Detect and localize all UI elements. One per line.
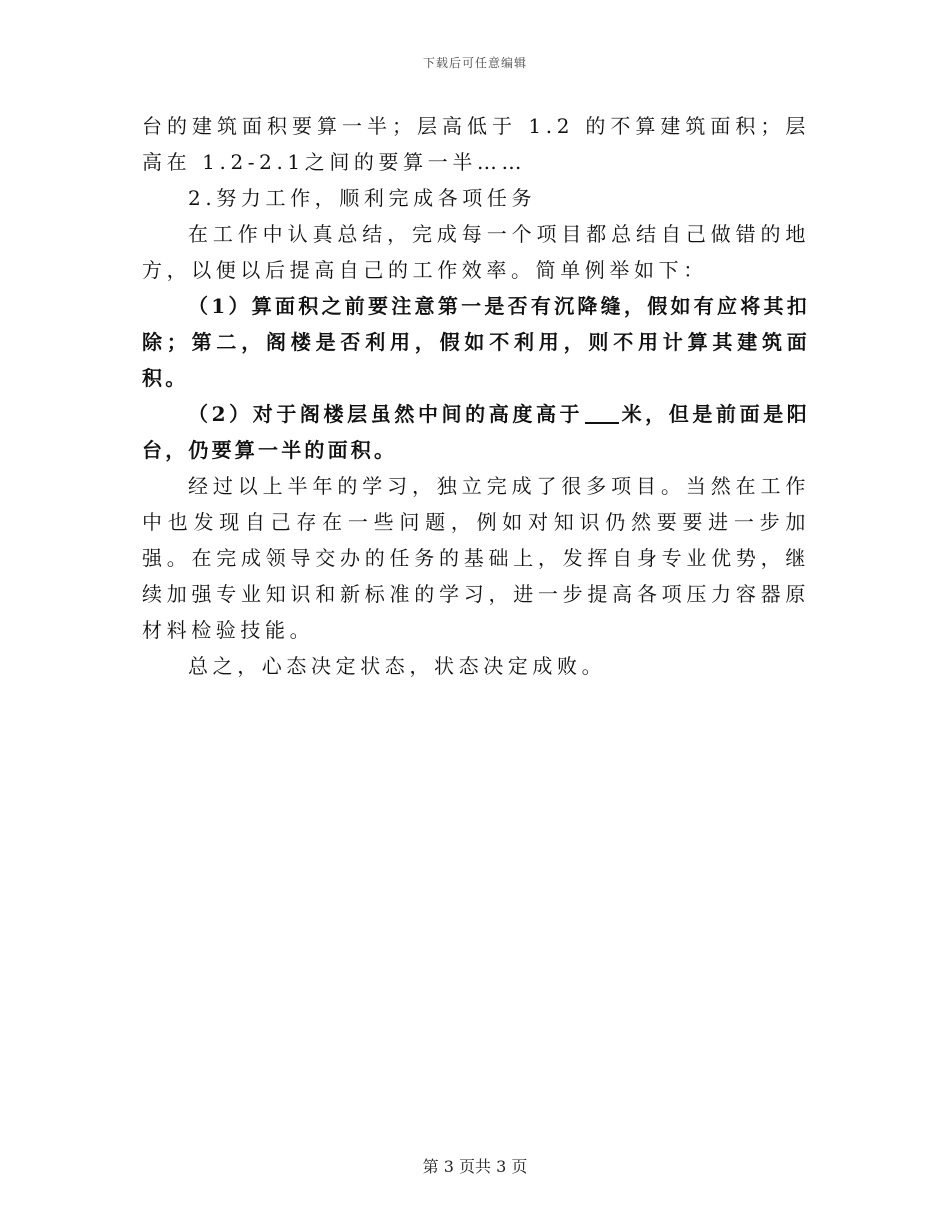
- paragraph-continuation: 台的建筑面积要算一半；层高低于 1.2 的不算建筑面积；层高在 1.2-2.1之间的要算一半……: [142, 114, 810, 174]
- page-number: 第 3 页共 3 页: [422, 1157, 528, 1176]
- paragraph-work-summary: 在工作中认真总结，完成每一个项目都总结自己做错的地方，以便以后提高自己的工作效率。简单例举如下：: [142, 222, 810, 282]
- page-header: 下载后可任意编辑: [422, 56, 527, 70]
- paragraph-conclusion: 总之，心态决定状态，状态决定成败。: [188, 654, 607, 678]
- section-heading: 2.努力工作，顺利完成各项任务: [188, 186, 537, 210]
- list-item-2-text-after: 米，但是前面是阳台，仍要算一半的面积。: [142, 402, 810, 462]
- list-item-1: （1）算面积之前要注意第一是否有沉降缝，假如有应将其扣除；第二，阁楼是否利用，假如不利用，则不用计算其建筑面积。: [142, 294, 810, 390]
- list-item-2: [142, 396, 810, 468]
- document-body: [142, 108, 810, 684]
- list-item-2-text-before: （2）对于阁楼层虽然中间的高度高于: [188, 402, 584, 426]
- fill-in-blank: [585, 402, 619, 424]
- paragraph-learning: 经过以上半年的学习，独立完成了很多项目。当然在工作中也发现自己存在一些问题，例如对知识仍然要要进一步加强。在完成领导交办的任务的基础上，发挥自身专业优势，继续加强专业知识和新标准的学习，进一步提高各项压力容器原材料检验技能。: [142, 474, 810, 642]
